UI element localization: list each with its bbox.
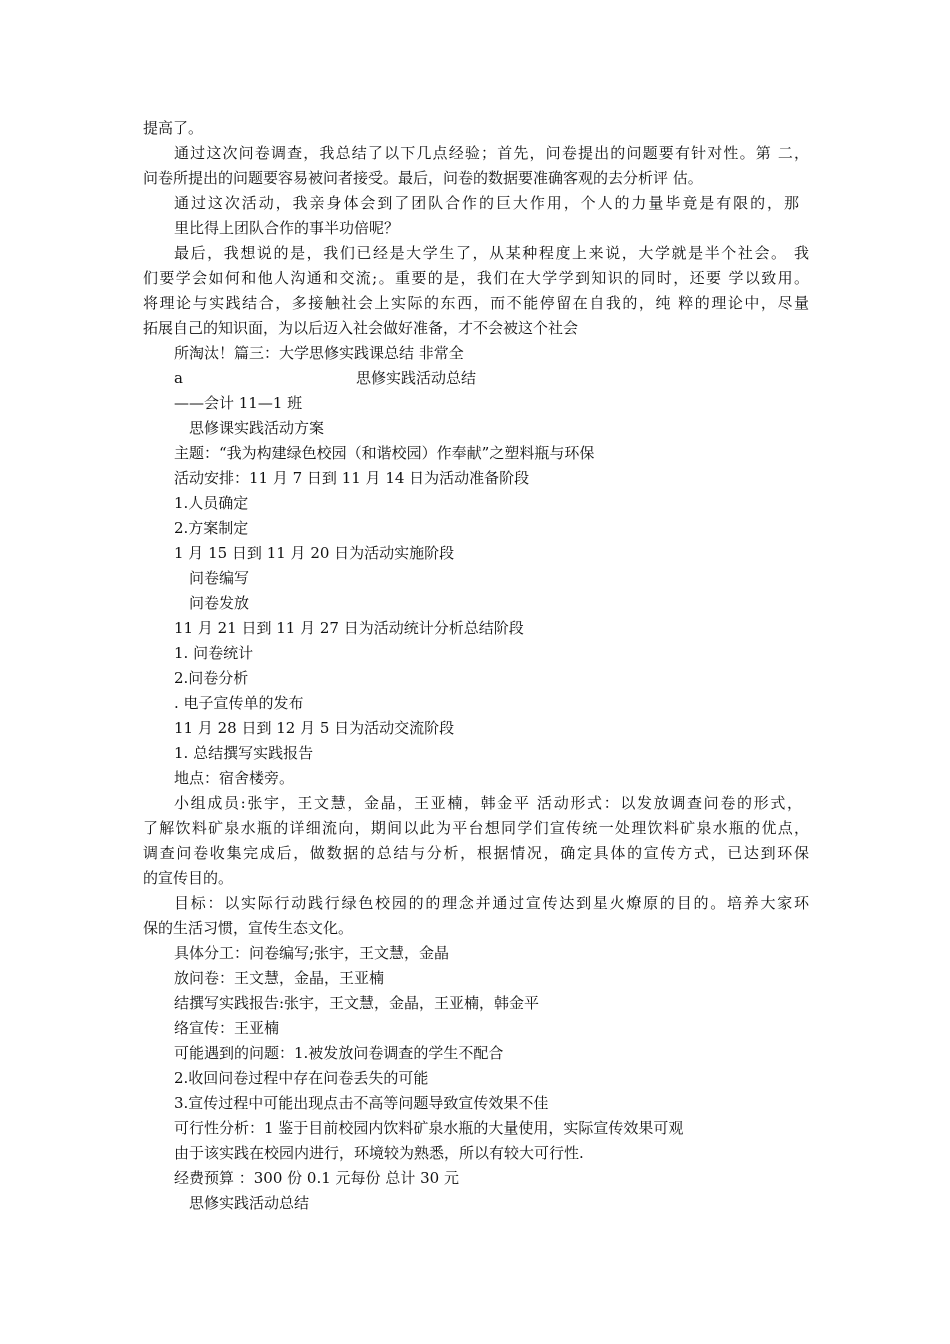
text-line: 通过这次活动，我亲身体会到了团队合作的巨大作用，个人的力量毕竟是有限的，那 — [174, 194, 799, 212]
text-line: 们要学会如何和他人沟通和交流;。重要的是，我们在大学学到知识的同时，还要 学以致用。 — [143, 269, 809, 287]
text-line: 放问卷：王文慧，金晶，王亚楠 — [174, 969, 385, 987]
text-line: . 电子宣传单的发布 — [174, 694, 304, 712]
text-line: 具体分工：问卷编写;张宇，王文慧，金晶 — [174, 944, 450, 962]
text-line: 了解饮料矿泉水瓶的详细流向，期间以此为平台想同学们宣传统一处理饮料矿泉水瓶的优点， — [143, 819, 809, 837]
text-line: a — [174, 369, 183, 387]
text-line: 拓展自己的知识面，为以后迈入社会做好准备，才不会被这个社会 — [143, 319, 579, 337]
class-label: ——会计 11—1 班 — [174, 394, 303, 412]
text-line: 1 月 15 日到 11 月 20 日为活动实施阶段 — [174, 544, 455, 562]
plan-title: 思修课实践活动方案 — [189, 419, 325, 437]
text-line: 活动安排：11 月 7 日到 11 月 14 日为活动准备阶段 — [174, 469, 530, 487]
text-line: 最后，我想说的是，我们已经是大学生了，从某种程度上来说，大学就是半个社会。 我 — [174, 244, 809, 262]
text-line: 可行性分析：1 鉴于目前校园内饮料矿泉水瓶的大量使用，实际宣传效果可观 — [174, 1119, 684, 1137]
text-line: 调查问卷收集完成后，做数据的总结与分析，根据情况，确定具体的宣传方式，已达到环保 — [143, 844, 809, 862]
text-line: 保的生活习惯，宣传生态文化。 — [143, 919, 354, 937]
text-line: 问卷所提出的问题要容易被问者接受。最后，问卷的数据要准确客观的去分析评 估。 — [143, 169, 703, 187]
text-line: 通过这次问卷调查，我总结了以下几点经验；首先，问卷提出的问题要有针对性。第 二， — [174, 144, 809, 162]
text-line: 1. 总结撰写实践报告 — [174, 744, 314, 762]
text-line: 问卷编写 — [189, 569, 250, 587]
text-line: 1.人员确定 — [174, 494, 249, 512]
text-line: 提高了。 — [143, 119, 204, 137]
text-line: 11 月 28 日到 12 月 5 日为活动交流阶段 — [174, 719, 455, 737]
text-line: 问卷发放 — [189, 594, 250, 612]
text-line: 1. 问卷统计 — [174, 644, 254, 662]
text-line: 的宣传目的。 — [143, 869, 234, 887]
text-line: 地点：宿舍楼旁。 — [174, 769, 295, 787]
text-line: 可能遇到的问题：1.被发放问卷调查的学生不配合 — [174, 1044, 504, 1062]
text-line: 2.问卷分析 — [174, 669, 249, 687]
text-line: 3.宣传过程中可能出现点击不高等问题导致宣传效果不佳 — [174, 1094, 549, 1112]
text-line: 络宣传：王亚楠 — [174, 1019, 280, 1037]
text-line: 小组成员:张宇，王文慧，金晶，王亚楠，韩金平 活动形式：以发放调查问卷的形式， — [174, 794, 802, 812]
text-line: 目标：以实际行动践行绿色校园的的理念并通过宣传达到星火燎原的目的。培养大家环 — [174, 894, 809, 912]
text-line: 结撰写实践报告:张宇，王文慧，金晶，王亚楠，韩金平 — [174, 994, 540, 1012]
text-line: 里比得上团队合作的事半功倍呢？ — [174, 219, 400, 237]
section-title: 思修实践活动总结 — [356, 369, 477, 387]
text-line: 经费预算 ：300 份 0.1 元每份 总计 30 元 — [174, 1169, 459, 1187]
text-line: 2.方案制定 — [174, 519, 249, 537]
text-line: 将理论与实践结合，多接触社会上实际的东西，而不能停留在自我的，纯 粹的理论中，尽量 — [143, 294, 809, 312]
text-line: 由于该实践在校园内进行，环境较为熟悉，所以有较大可行性. — [174, 1144, 584, 1162]
text-line: 所淘汰！篇三：大学思修实践课总结 非常全 — [174, 344, 464, 362]
text-line: 2.收回问卷过程中存在问卷丢失的可能 — [174, 1069, 429, 1087]
section-title: 思修实践活动总结 — [189, 1194, 310, 1212]
text-line: 主题：“我为构建绿色校园（和谐校园）作奉献”之塑料瓶与环保 — [174, 444, 595, 462]
text-line: 11 月 21 日到 11 月 27 日为活动统计分析总结阶段 — [174, 619, 524, 637]
